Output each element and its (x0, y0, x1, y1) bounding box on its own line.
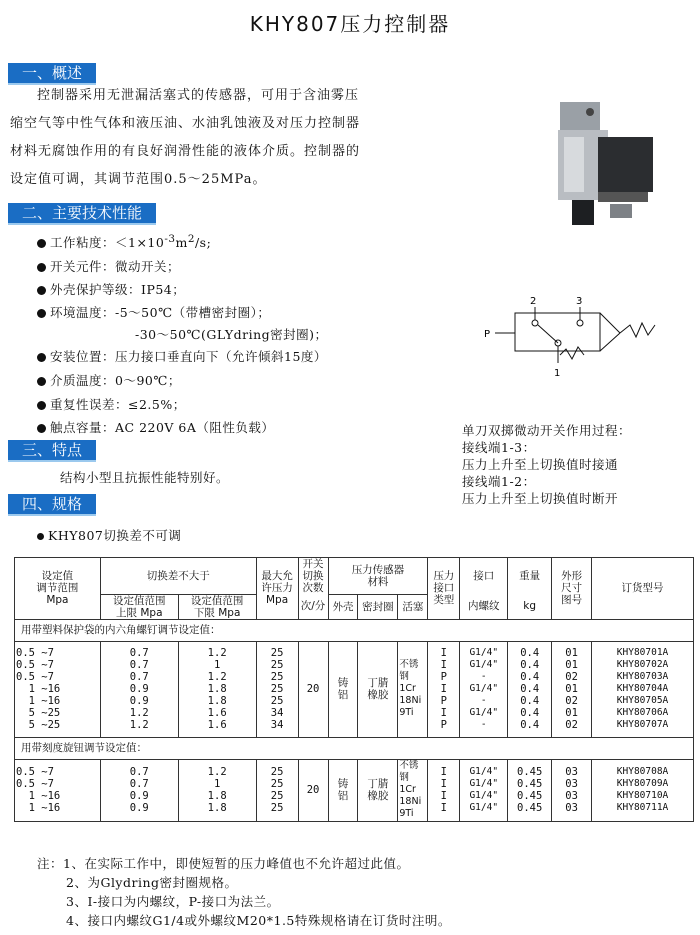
g1-port: G1/4" G1/4" - G1/4" - G1/4" - (460, 641, 508, 737)
header-interface-type: 压力 接口 类型 (428, 558, 460, 620)
overview-line-2: 缩空气等中性气体和液压油、水油乳蚀液及对压力控制器 (10, 116, 361, 131)
switch-diagram (480, 293, 680, 383)
tech-item-viscosity: 工作粘度：$<1\times 10^{-3}m^2/s$; (37, 233, 211, 251)
bullet-icon (37, 263, 46, 272)
table-row (15, 759, 694, 821)
g1-shell: 铸 铝 (328, 641, 358, 737)
header-diff-upper: 设定值范围 上限 Mpa (100, 594, 178, 619)
g1-weight: 0.4 0.4 0.4 0.4 0.4 0.4 0.4 (508, 641, 552, 737)
page-title: KHY807压力控制器 (249, 12, 451, 36)
bullet-icon (37, 424, 46, 433)
tech-item-mounting: 安装位置：压力接口垂直向下（允许倾斜15度） (37, 347, 327, 365)
header-port: 接口 (460, 558, 508, 595)
g2-port: G1/4" G1/4" G1/4" G1/4" (460, 759, 508, 821)
g2-freq: 20 (298, 759, 328, 821)
table-row (15, 641, 694, 737)
product-photo (550, 92, 670, 227)
header-set-range: 设定值 调节范围 Mpa (15, 558, 101, 620)
header-dimension-drawing: 外形 尺寸 图号 (552, 558, 592, 620)
header-switch-freq: 开关 切换 次数 (298, 558, 328, 595)
bullet-icon (37, 309, 46, 318)
g1-freq: 20 (298, 641, 328, 737)
switch-text-line: 接线端1-3： (462, 440, 536, 455)
tech-item-ambient-temp: 环境温度：-5～50℃（带槽密封圈）； (37, 303, 270, 321)
terminal-label-3: 3 (576, 296, 583, 307)
header-seal: 密封圈 (358, 594, 398, 619)
g2-maxp: 25 25 25 25 (256, 759, 298, 821)
header-weight: 重量 (508, 558, 552, 595)
g1-seal: 丁腈 橡胶 (358, 641, 398, 737)
tech-item-repeatability: 重复性误差：≤2.5%； (37, 395, 186, 413)
g2-seal: 丁腈 橡胶 (358, 759, 398, 821)
features-text: 结构小型且抗振性能特别好。 (60, 470, 230, 485)
tech-item-contact: 触点容量：AC 220V 6A（阻性负载） (37, 418, 274, 436)
tech-item-switch: 开关元件：微动开关； (37, 257, 180, 275)
g1-iface: I I P I P I P (428, 641, 460, 737)
header-shell: 外壳 (328, 594, 358, 619)
switch-text-line: 单刀双掷微动开关作用过程： (462, 423, 632, 438)
bullet-icon (37, 239, 46, 248)
section-overview-header: 一、概述 (8, 63, 96, 85)
g1-dim: 01 01 02 01 02 01 02 (552, 641, 592, 737)
header-diff-lower: 设定值范围 下限 Mpa (178, 594, 256, 619)
bullet-icon (37, 533, 44, 540)
g1-range: 0.5 ~7 0.5 ~7 0.5 ~7 1 ~16 1 ~16 5 ~25 5 ~25 (15, 641, 101, 737)
g2-iface: I I I I (428, 759, 460, 821)
g1-lower: 1.2 1 1.2 1.8 1.8 1.6 1.6 (178, 641, 256, 737)
header-max-pressure: 最大允 许压力 Mpa (256, 558, 298, 620)
g2-shell: 铸 铝 (328, 759, 358, 821)
bullet-icon (37, 286, 46, 295)
g2-lower: 1.2 1 1.8 1.8 (178, 759, 256, 821)
g1-order: KHY80701A KHY80702A KHY80703A KHY80704A KHY80705A KHY80706A KHY80707A (592, 641, 694, 737)
g2-piston: 不锈 钢 1Cr 18Ni 9Ti (398, 759, 428, 821)
header-switch-diff: 切换差不大于 (100, 558, 256, 595)
note-2: 2、为Glydring密封圈规格。 (66, 875, 238, 890)
section-tech-header: 二、主要技术性能 (8, 203, 156, 225)
group-1-title: 用带塑料保护袋的内六角螺钉调节设定值： (15, 619, 694, 641)
header-weight-unit: kg (508, 594, 552, 619)
header-order-model: 订货型号 (592, 558, 694, 620)
spec-table (14, 557, 694, 822)
switch-text-line: 压力上升至上切换值时接通 (462, 457, 619, 472)
group-2-title: 用带刻度旋钮调节设定值： (15, 737, 694, 759)
port-label-p: P (484, 329, 491, 340)
bullet-icon (37, 401, 46, 410)
tech-item-ambient-temp-2: -30～50℃(GLYdring密封圈)； (135, 327, 328, 342)
switch-text-line: 接线端1-2： (462, 474, 536, 489)
g2-upper: 0.7 0.7 0.9 0.9 (100, 759, 178, 821)
tech-item-protection: 外壳保护等级：IP54； (37, 280, 185, 298)
note-4: 4、接口内螺纹G1/4或外螺纹M20*1.5特殊规格请在订货时注明。 (66, 913, 451, 928)
overview-line-4: 设定值可调，其调节范围0.5～25MPa。 (10, 172, 267, 187)
g1-piston: 不锈 钢 1Cr 18Ni 9Ti (398, 641, 428, 737)
spec-note: KHY807切换差不可调 (37, 526, 181, 544)
terminal-label-1: 1 (554, 368, 561, 379)
header-freq-unit: 次/分 (298, 594, 328, 619)
header-sensor-material: 压力传感器 材料 (328, 558, 428, 595)
note-3: 3、I-接口为内螺纹，P-接口为法兰。 (66, 894, 280, 909)
g2-order: KHY80708A KHY80709A KHY80710A KHY80711A (592, 759, 694, 821)
g1-upper: 0.7 0.7 0.7 0.9 0.9 1.2 1.2 (100, 641, 178, 737)
overview-line-1: 控制器采用无泄漏活塞式的传感器，可用于含油雾压 (37, 88, 360, 103)
section-spec-header: 四、规格 (8, 494, 96, 516)
bullet-icon (37, 353, 46, 362)
g1-maxp: 25 25 25 25 25 34 34 (256, 641, 298, 737)
overview-line-3: 材料无腐蚀作用的有良好润滑性能的液体介质。控制器的 (10, 144, 361, 159)
g2-weight: 0.45 0.45 0.45 0.45 (508, 759, 552, 821)
header-piston: 活塞 (398, 594, 428, 619)
section-features-header: 三、特点 (8, 440, 96, 462)
switch-text-line: 压力上升至上切换值时断开 (462, 491, 619, 506)
note-1: 注：1、在实际工作中，即使短暂的压力峰值也不允许超过此值。 (37, 856, 410, 871)
g2-dim: 03 03 03 03 (552, 759, 592, 821)
bullet-icon (37, 377, 46, 386)
tech-item-medium-temp: 介质温度：0～90℃； (37, 371, 181, 389)
switch-description (462, 422, 631, 507)
g2-range: 0.5 ~7 0.5 ~7 1 ~16 1 ~16 (15, 759, 101, 821)
header-port-thread: 内螺纹 (460, 594, 508, 619)
terminal-label-2: 2 (530, 296, 537, 307)
